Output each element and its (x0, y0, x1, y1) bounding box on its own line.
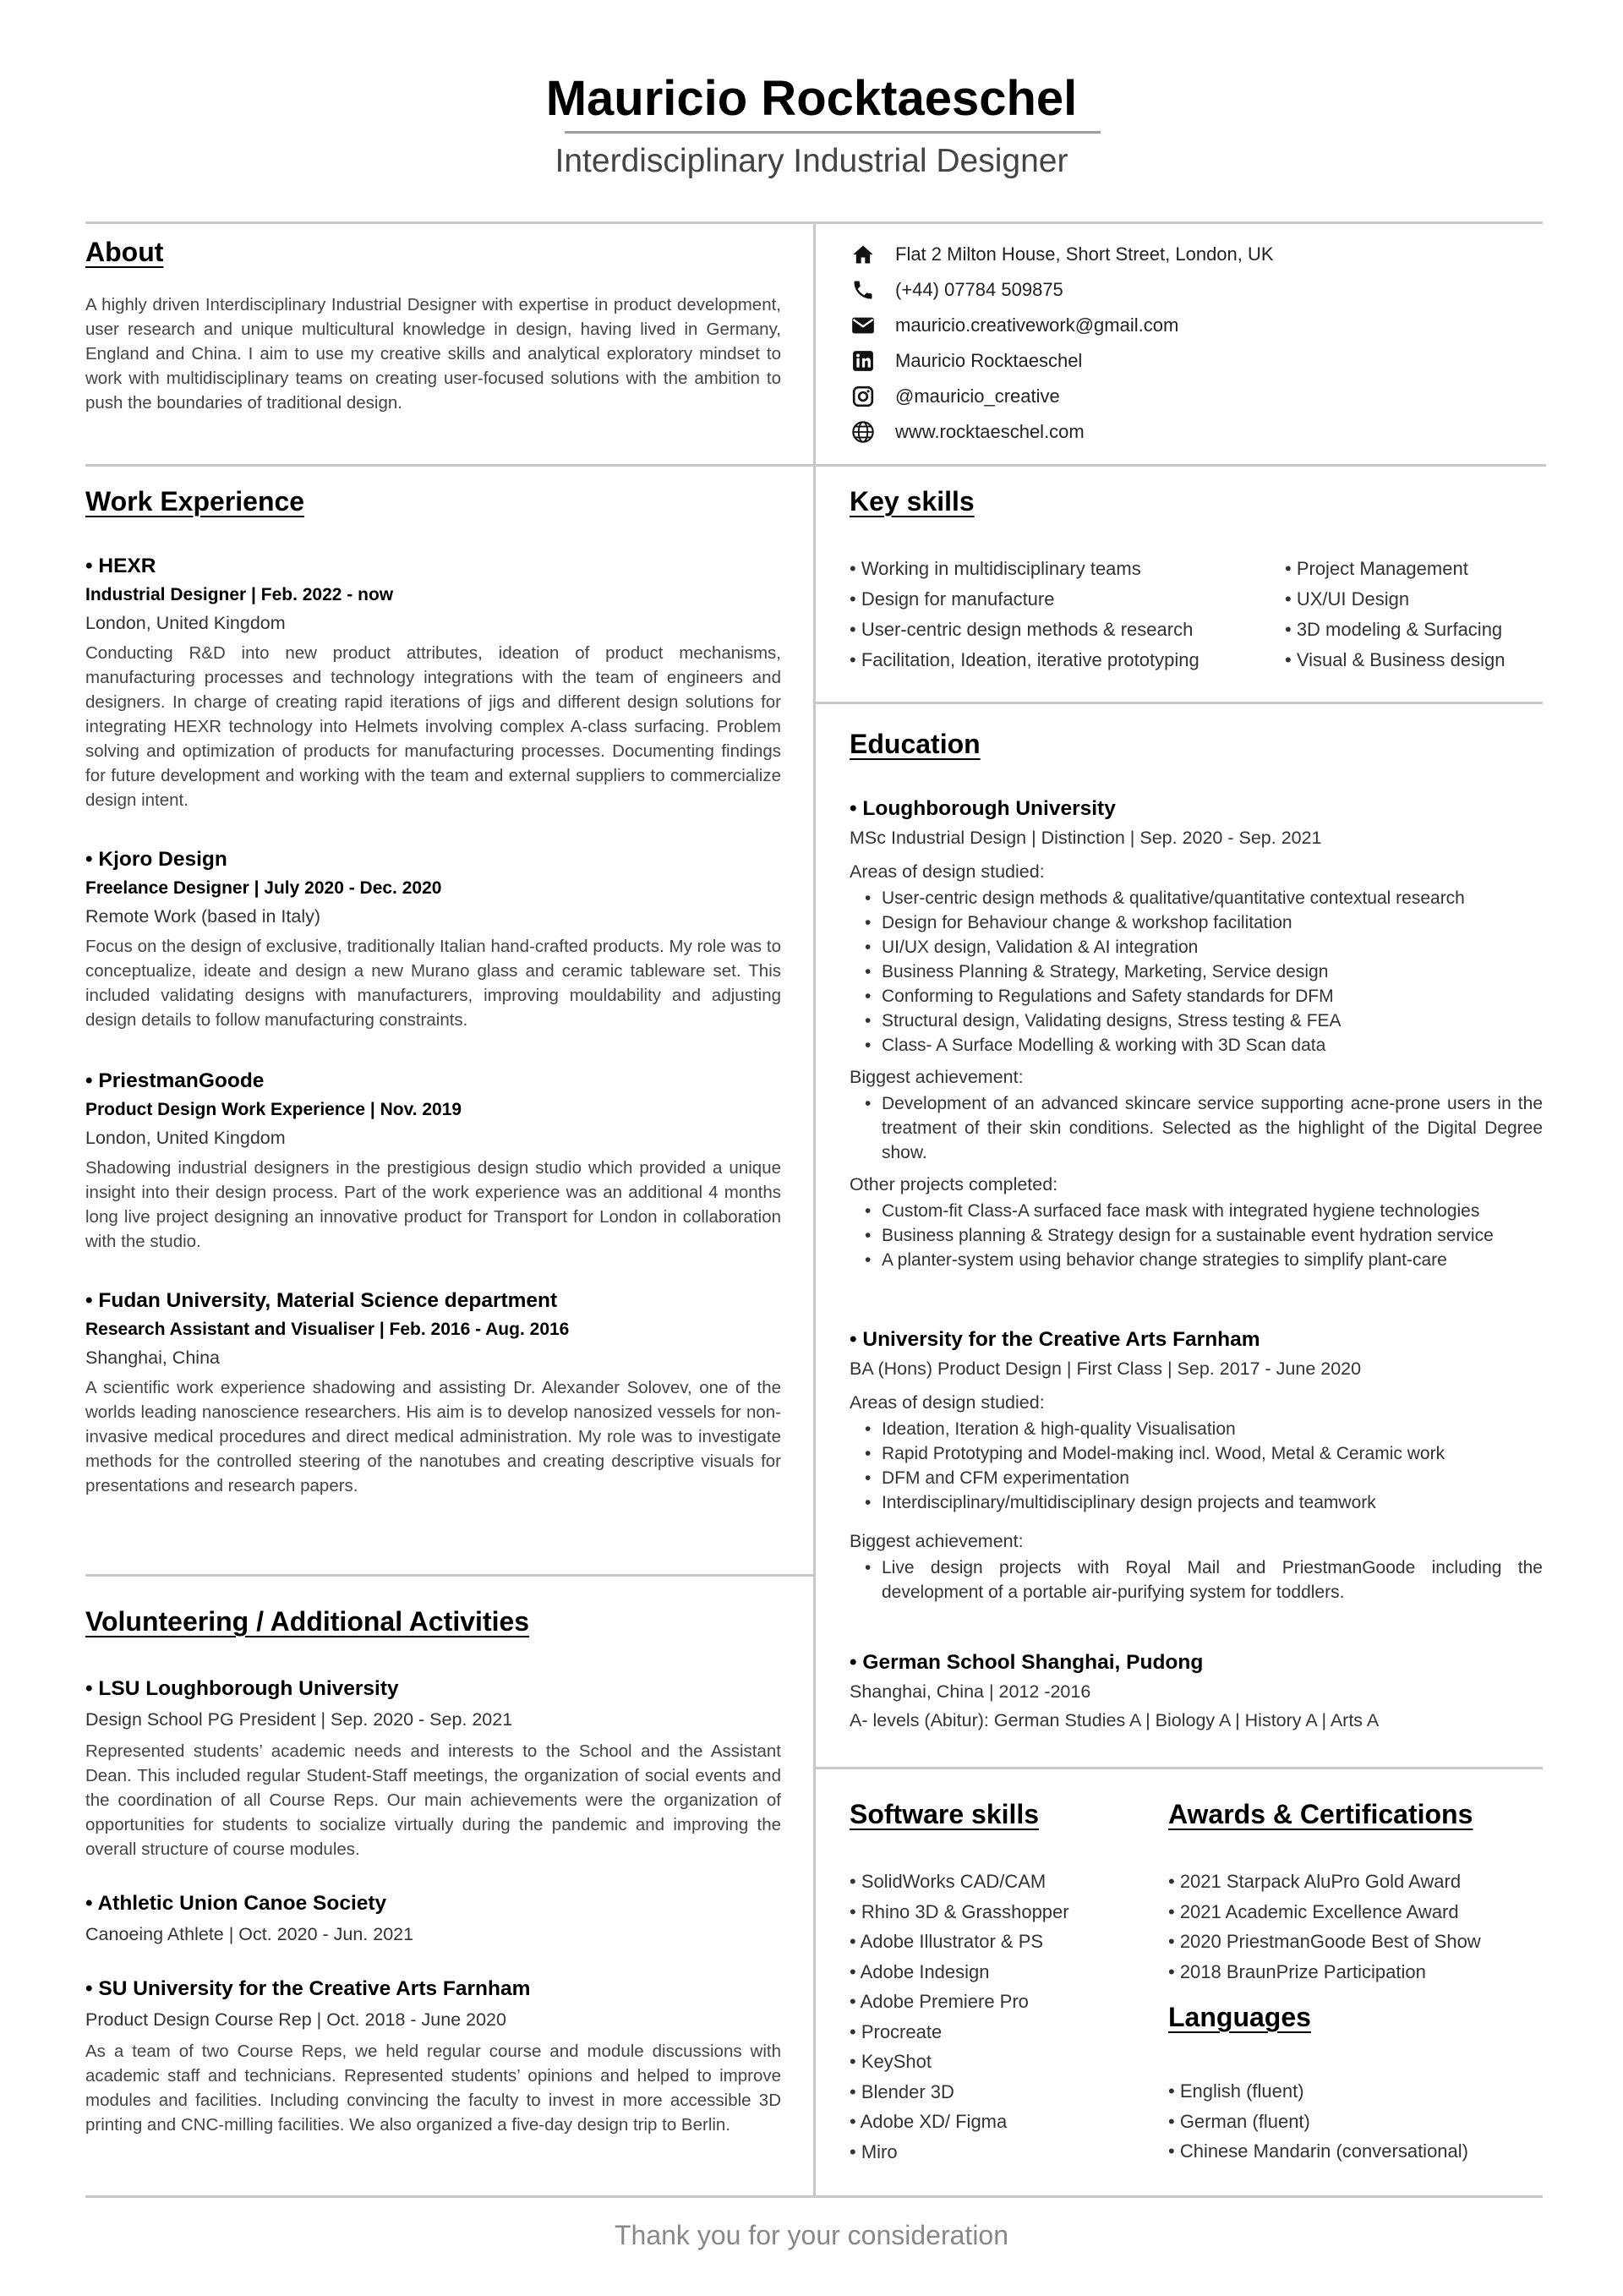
achievement-list (850, 1555, 1543, 1604)
list-item: • 3D modeling & Surfacing (1285, 619, 1503, 640)
contact-linkedin[interactable] (850, 345, 1543, 377)
activity-role: Canoeing Athlete | Oct. 2020 - Jun. 2021 (85, 1924, 414, 1944)
awards-list (1168, 1867, 1481, 1987)
list-item: • Rapid Prototyping and Model-making incl. Wood, Metal & Ceramic work (865, 1441, 1543, 1466)
key-skills-heading: Key skills (850, 486, 975, 517)
list-item: • Adobe Indesign (850, 1960, 990, 1982)
school-name: • Loughborough University (850, 797, 1116, 820)
areas-list (850, 886, 1543, 1058)
degree-line: BA (Hons) Product Design | First Class | Sep. 2017 - June 2020 (850, 1358, 1362, 1379)
volunteering-heading: Volunteering / Additional Activities (85, 1606, 530, 1637)
achievement-label: Biggest achievement: (850, 1067, 1024, 1087)
activity-entry (85, 1889, 781, 1950)
contact-instagram[interactable] (850, 380, 1543, 413)
areas-label: Areas of design studied: (850, 861, 1045, 882)
list-item: • KeyShot (850, 2051, 932, 2072)
linkedin-icon (850, 347, 877, 374)
skills-divider (816, 702, 1543, 704)
list-item: • 2021 Starpack AluPro Gold Award (1168, 1871, 1462, 1892)
instagram-icon (850, 383, 877, 410)
footer-thank-you: Thank you for your consideration (614, 2220, 1009, 2250)
contact-address-text: Flat 2 Milton House, Short Street, London, UK (895, 243, 1274, 265)
list-item: • Custom-fit Class-A surfaced face mask with integrated hygiene technologies (865, 1199, 1543, 1223)
list-item: • Design for Behaviour change & workshop facilitation (865, 910, 1543, 935)
bottom-divider (85, 2195, 1543, 2198)
list-item: • DFM and CFM experimentation (865, 1466, 1543, 1490)
software-list (850, 1867, 1069, 2167)
activity-role: Product Design Course Rep | Oct. 2018 - June 2020 (85, 2009, 506, 2030)
awards-heading: Awards & Certifications (1168, 1799, 1473, 1829)
work-divider (85, 1574, 813, 1577)
list-item: • Adobe Premiere Pro (850, 1991, 1029, 2012)
job-description: Focus on the design of exclusive, traditionally Italian hand-crafted products. My role was to conceptualize, ideate and design a new Murano glass and ceramic tableware set. This included validating designs with manufacturers, improving mouldability and adjusting design details to follow manufacturing constraints. (85, 937, 781, 1030)
job-description: A scientific work experience shadowing and assisting Dr. Alexander Solovev, one of the worlds leading nanoscience researchers. His aim is to develop nanosized vessels for non-invasive medical procedures and direct medical administration. My role was to investigate methods for the controlled steering of the nanotubes and creating descriptive visuals for presentations and research papers. (85, 1378, 781, 1495)
job-location: London, United Kingdom (85, 613, 286, 633)
list-item: • Chinese Mandarin (conversational) (1168, 2140, 1468, 2162)
list-item: • English (fluent) (1168, 2080, 1304, 2102)
list-item: • 2018 BraunPrize Participation (1168, 1960, 1426, 1982)
contact-phone-text: (+44) 07784 509875 (895, 279, 1063, 300)
job-role: Research Assistant and Visualiser | Feb. 2016 - Aug. 2016 (85, 1320, 570, 1339)
list-item: • Procreate (850, 2020, 943, 2042)
list-item: • UI/UX design, Validation & AI integration (865, 935, 1543, 959)
list-item: • User-centric design methods & research (850, 619, 1194, 640)
email-icon (850, 312, 877, 339)
job-entry (85, 1287, 781, 1498)
key-skills-right (1285, 554, 1505, 675)
languages-list (1168, 2076, 1468, 2167)
job-org: • HEXR (85, 555, 156, 577)
list-item: • A planter-system using behavior change strategies to simplify plant-care (865, 1248, 1543, 1272)
list-item: • 2020 PriestmanGoode Best of Show (1168, 1931, 1481, 1952)
school-name: • German School Shanghai, Pudong (850, 1651, 1204, 1674)
list-item: • Project Management (1285, 558, 1468, 579)
job-role: Industrial Designer | Feb. 2022 - now (85, 585, 394, 604)
column-divider (813, 221, 816, 2195)
degree-line: Shanghai, China | 2012 -2016 (850, 1681, 1091, 1702)
job-org: • Kjoro Design (85, 848, 227, 871)
education-entry (850, 795, 1543, 1272)
contact-phone[interactable] (850, 274, 1543, 306)
job-location: Remote Work (based in Italy) (85, 906, 321, 927)
contact-address (850, 238, 1543, 271)
name-underline (565, 131, 1101, 134)
list-item: • Adobe Illustrator & PS (850, 1931, 1044, 1952)
job-entry (85, 552, 781, 812)
list-item: • Ideation, Iteration & high-quality Visualisation (865, 1417, 1543, 1441)
education-heading: Education (850, 729, 981, 759)
activity-role: Design School PG President | Sep. 2020 - Sep. 2021 (85, 1709, 513, 1730)
job-entry (85, 845, 781, 1032)
home-icon (850, 241, 877, 268)
activity-entry (85, 1675, 781, 1861)
list-item: • Conforming to Regulations and Safety standards for DFM (865, 984, 1543, 1009)
qualification-line: A- levels (Abitur): German Studies A | Biology A | History A | Arts A (850, 1710, 1380, 1730)
activity-org: • SU University for the Creative Arts Farnham (85, 1977, 531, 2000)
contact-linkedin-text: Mauricio Rocktaeschel (895, 350, 1083, 371)
list-item: • Rhino 3D & Grasshopper (850, 1900, 1069, 1922)
achievement-label: Biggest achievement: (850, 1531, 1024, 1551)
other-projects-label: Other projects completed: (850, 1174, 1058, 1194)
list-item: • Interdisciplinary/multidisciplinary design projects and teamwork (865, 1490, 1543, 1515)
list-item: • SolidWorks CAD/CAM (850, 1871, 1046, 1892)
job-location: London, United Kingdom (85, 1128, 286, 1148)
about-heading: About (85, 237, 164, 267)
job-org: • Fudan University, Material Science department (85, 1289, 558, 1312)
activity-description: Represented students’ academic needs and interests to the School and the Assistant Dean. This included regular Student-Staff meetings, the organization of social events and the coordination of all Course Reps. Our main achievements were the organization of opportunities for students to socialize virtually during the pandemic and improving the overall structure of course modules. (85, 1741, 781, 1859)
other-projects-list (850, 1199, 1543, 1272)
list-item: • Live design projects with Royal Mail and PriestmanGoode including the development of a portable air-purifying system for toddlers. (865, 1555, 1543, 1604)
list-item: • German (fluent) (1168, 2110, 1310, 2132)
activity-description: As a team of two Course Reps, we held regular course and module discussions with academic staff and technicians. Represented students’ opinions and helped to improve modules and facilities. Including convincing the faculty to invest in more accessible 3D printing and CNC-milling facilities. We also organized a five-day design trip to Berlin. (85, 2042, 781, 2135)
list-item: • 2021 Academic Excellence Award (1168, 1900, 1459, 1922)
key-skills-left (850, 554, 1199, 675)
job-description: Shadowing industrial designers in the prestigious design studio which provided a unique insight into their design process. Part of the work experience was an additional 4 months long live project designing an innovative product for Transport for London in collaboration with the studio. (85, 1158, 781, 1251)
languages-heading: Languages (1168, 2002, 1311, 2032)
list-item: • UX/UI Design (1285, 588, 1410, 610)
contact-email[interactable] (850, 309, 1543, 342)
list-item: • Design for manufacture (850, 588, 1055, 610)
activity-entry (85, 1975, 781, 2137)
list-item: • Business planning & Strategy design for a sustainable event hydration service (865, 1223, 1543, 1248)
globe-icon (850, 418, 877, 446)
list-item: • Business Planning & Strategy, Marketing, Service design (865, 959, 1543, 984)
education-entry (850, 1326, 1543, 1604)
software-heading: Software skills (850, 1799, 1040, 1829)
list-item: • Facilitation, Ideation, iterative prototyping (850, 649, 1199, 670)
candidate-title: Interdisciplinary Industrial Designer (555, 143, 1068, 179)
job-description: Conducting R&D into new product attributes, ideation of product mechanisms, manufacturing processes and technology integrations with the team of engineers and designers. In charge of creating rapid iterations of jigs and different design solutions for integrating HEXR technology into Helmets involving complex A-class surfacing. Problem solving and optimization of products for manufacturing processes. Documenting findings for future development and working with the team and external suppliers to commercialize design intent. (85, 643, 781, 810)
list-item: • Working in multidisciplinary teams (850, 558, 1141, 579)
list-item: • Blender 3D (850, 2080, 954, 2102)
list-item: • Visual & Business design (1285, 649, 1506, 670)
activity-org: • LSU Loughborough University (85, 1677, 399, 1700)
activity-org: • Athletic Union Canoe Society (85, 1892, 387, 1915)
education-entry (850, 1648, 1543, 1735)
list-item: • Structural design, Validating designs, Stress testing & FEA (865, 1009, 1543, 1033)
list-item: • Development of an advanced skincare service supporting acne-prone users in the treatment of their skin conditions. Selected as the highlight of the Digital Degree show. (865, 1091, 1543, 1165)
job-role: Freelance Designer | July 2020 - Dec. 2020 (85, 878, 442, 898)
list-item: • Class- A Surface Modelling & working with 3D Scan data (865, 1033, 1543, 1058)
work-heading: Work Experience (85, 486, 305, 517)
education-divider (816, 1767, 1543, 1769)
contact-website-text: www.rocktaeschel.com (895, 421, 1085, 442)
areas-list (850, 1417, 1543, 1515)
phone-icon (850, 276, 877, 303)
areas-label: Areas of design studied: (850, 1392, 1045, 1413)
about-text: A highly driven Interdisciplinary Industrial Designer with expertise in product development, user research and unique multicultural knowledge in design, having lived in Germany, England and China. I aim to use my creative skills and analytical exploratory mindset to work with multidisciplinary teams on creating user-focused solutions with the ambition to push the boundaries of traditional design. (85, 295, 781, 413)
list-item: • Adobe XD/ Figma (850, 2111, 1008, 2132)
degree-line: MSc Industrial Design | Distinction | Sep. 2020 - Sep. 2021 (850, 828, 1322, 848)
candidate-name: Mauricio Rocktaeschel (545, 71, 1078, 126)
achievement-list (850, 1091, 1543, 1165)
contact-email-text: mauricio.creativework@gmail.com (895, 314, 1179, 336)
list-item: • User-centric design methods & qualitative/quantitative contextual research (865, 886, 1543, 910)
job-location: Shanghai, China (85, 1348, 220, 1368)
about-divider (85, 464, 1546, 467)
job-org: • PriestmanGoode (85, 1069, 265, 1092)
school-name: • University for the Creative Arts Farnham (850, 1328, 1260, 1351)
contact-instagram-text: @mauricio_creative (895, 385, 1060, 407)
contact-website[interactable] (850, 416, 1543, 448)
list-item: • Miro (850, 2140, 898, 2162)
job-role: Product Design Work Experience | Nov. 2019 (85, 1100, 462, 1119)
job-entry (85, 1067, 781, 1254)
